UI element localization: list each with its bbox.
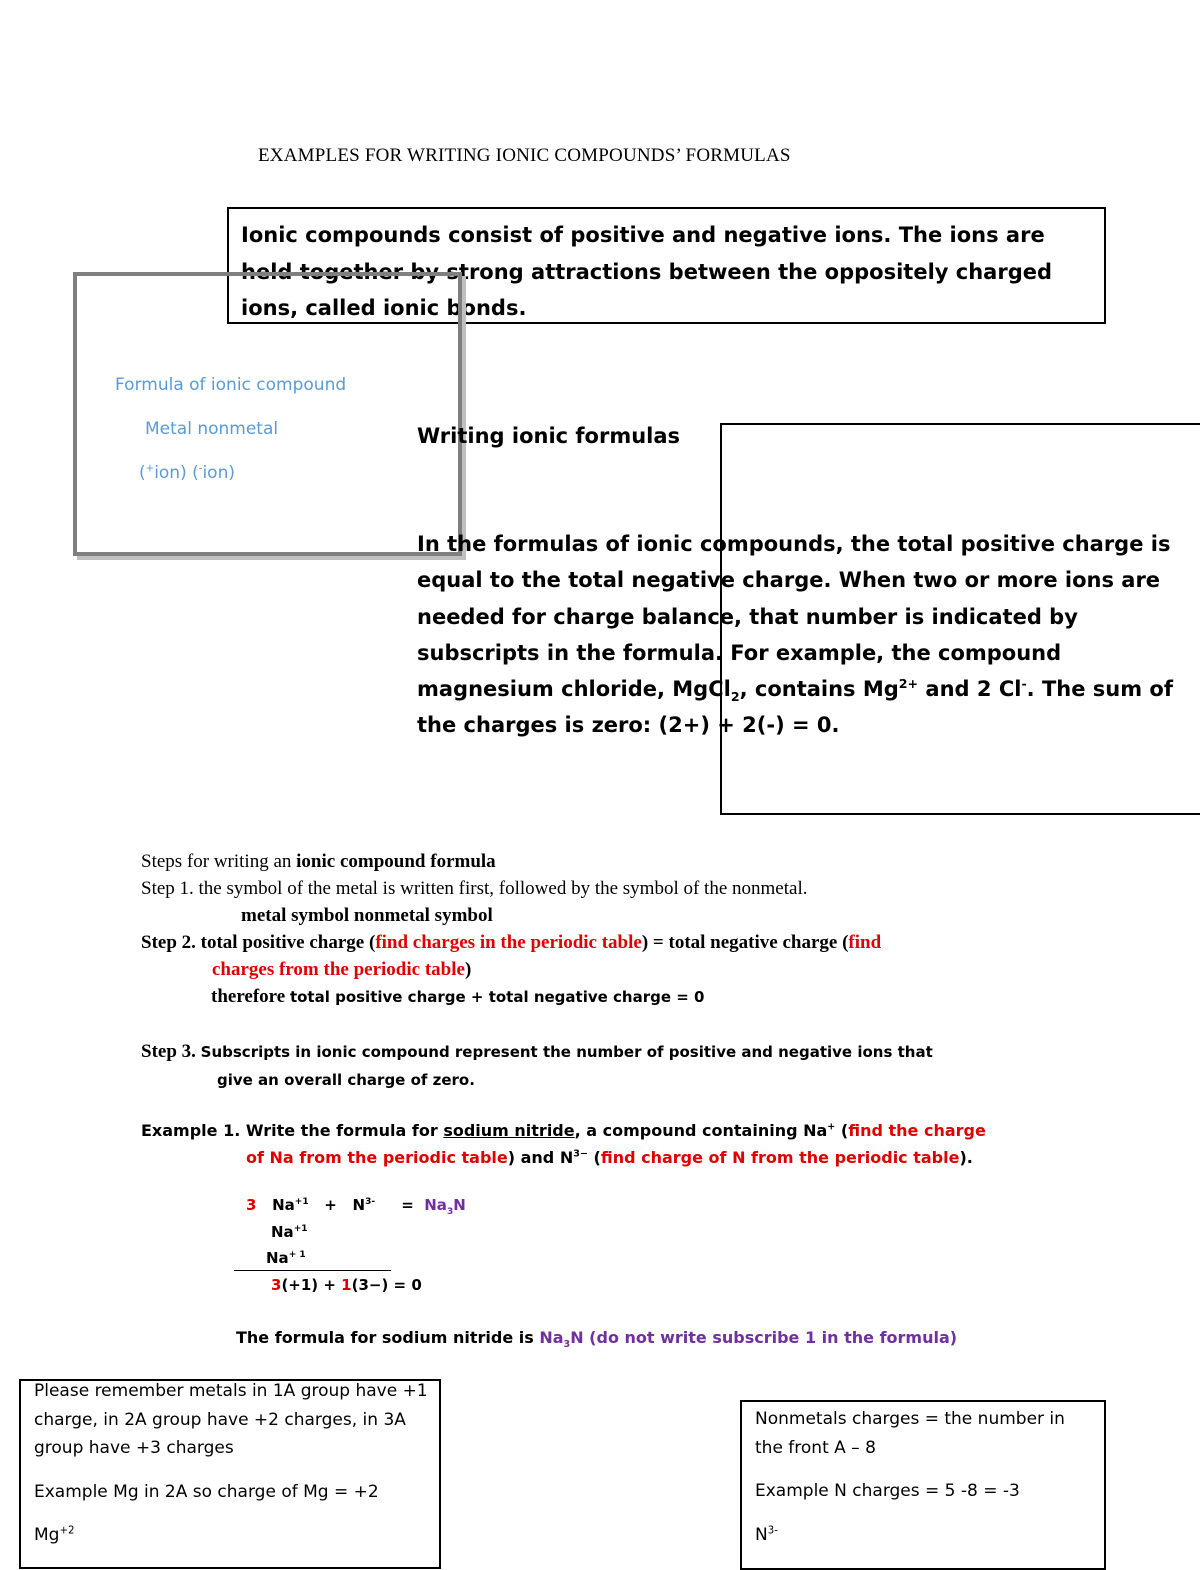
example-1: Example 1. Write the formula for sodium nitride, a compound containing Na+ (find the charge of Na from the periodic table) and $N^{3-}$ (find charge of N from the periodic table). <box>141 1121 986 1167</box>
step1-sub: metal symbol nonmetal symbol <box>241 905 493 926</box>
steps-section <box>141 848 1141 1094</box>
writing-paragraph: In the formulas of ionic compounds, the total positive charge is equal to the total negative charge. When two or more ions are needed for charge balance, that number is indicated by subscripts in the formula. For example, the compound magnesium chloride, MgCl$_2$, contains $Mg^{2+}$ and 2 Cl-. The sum of the charges is zero: (2+) + 2(-) = 0. <box>417 532 1173 738</box>
result-line: The formula for sodium nitride is $Na_3N$ (do not write subscribe 1 in the formula) <box>236 1328 958 1351</box>
step2: Step 2. total positive charge (find charges in the periodic table) = total negative charge (find <box>141 932 882 953</box>
formula-box <box>73 272 462 556</box>
writing-heading: Writing ionic formulas <box>417 424 681 448</box>
equation-sum: 3(+1) + 1(3−) = 0 <box>271 1276 422 1294</box>
step2-therefore: therefore total positive charge + total negative charge = 0 <box>211 986 705 1007</box>
step3-cont: give an overall charge of zero. <box>217 1071 475 1089</box>
equation-row3: $Na^{+ 1}$ <box>266 1249 306 1267</box>
step2-cont: charges from the periodic table) <box>212 959 472 980</box>
metals-note-text: Please remember metals in 1A group have +1 charge, in 2A group have +2 charges, in 3A group have +3 charges Example Mg in 2A so charge of Mg = +2 $Mg^{+2}$ <box>34 1381 428 1545</box>
document-title: EXAMPLES FOR WRITING IONIC COMPOUNDS’ FORMULAS <box>258 145 791 166</box>
equation-row2: $Na^{+1}$ <box>271 1223 308 1241</box>
equation-row1: 3 $Na^{+1}$ + $N^{3-}$ = $Na_3N$ <box>246 1196 466 1217</box>
formula-box-line3: (+ion) (-ion) <box>139 463 235 483</box>
step3: Step 3. Subscripts in ionic compound represent the number of positive and negative ions that <box>141 1041 933 1062</box>
definition-text: Ionic compounds consist of positive and negative ions. The ions are held together by strong attractions between the oppositely charged ions, called ionic bonds. <box>241 223 1053 320</box>
formula-box-line2: Metal nonmetal <box>145 419 279 439</box>
nonmetals-note-text: Nonmetals charges = the number in the front A – 8 Example N charges = 5 -8 = -3 $N^{3-}$ <box>755 1409 1065 1545</box>
steps-intro: Steps for writing an ionic compound formula <box>141 851 496 872</box>
formula-box-line1: Formula of ionic compound <box>115 375 347 395</box>
equation-underline <box>234 1270 391 1271</box>
step1: Step 1. the symbol of the metal is written first, followed by the symbol of the nonmetal. <box>141 878 808 899</box>
